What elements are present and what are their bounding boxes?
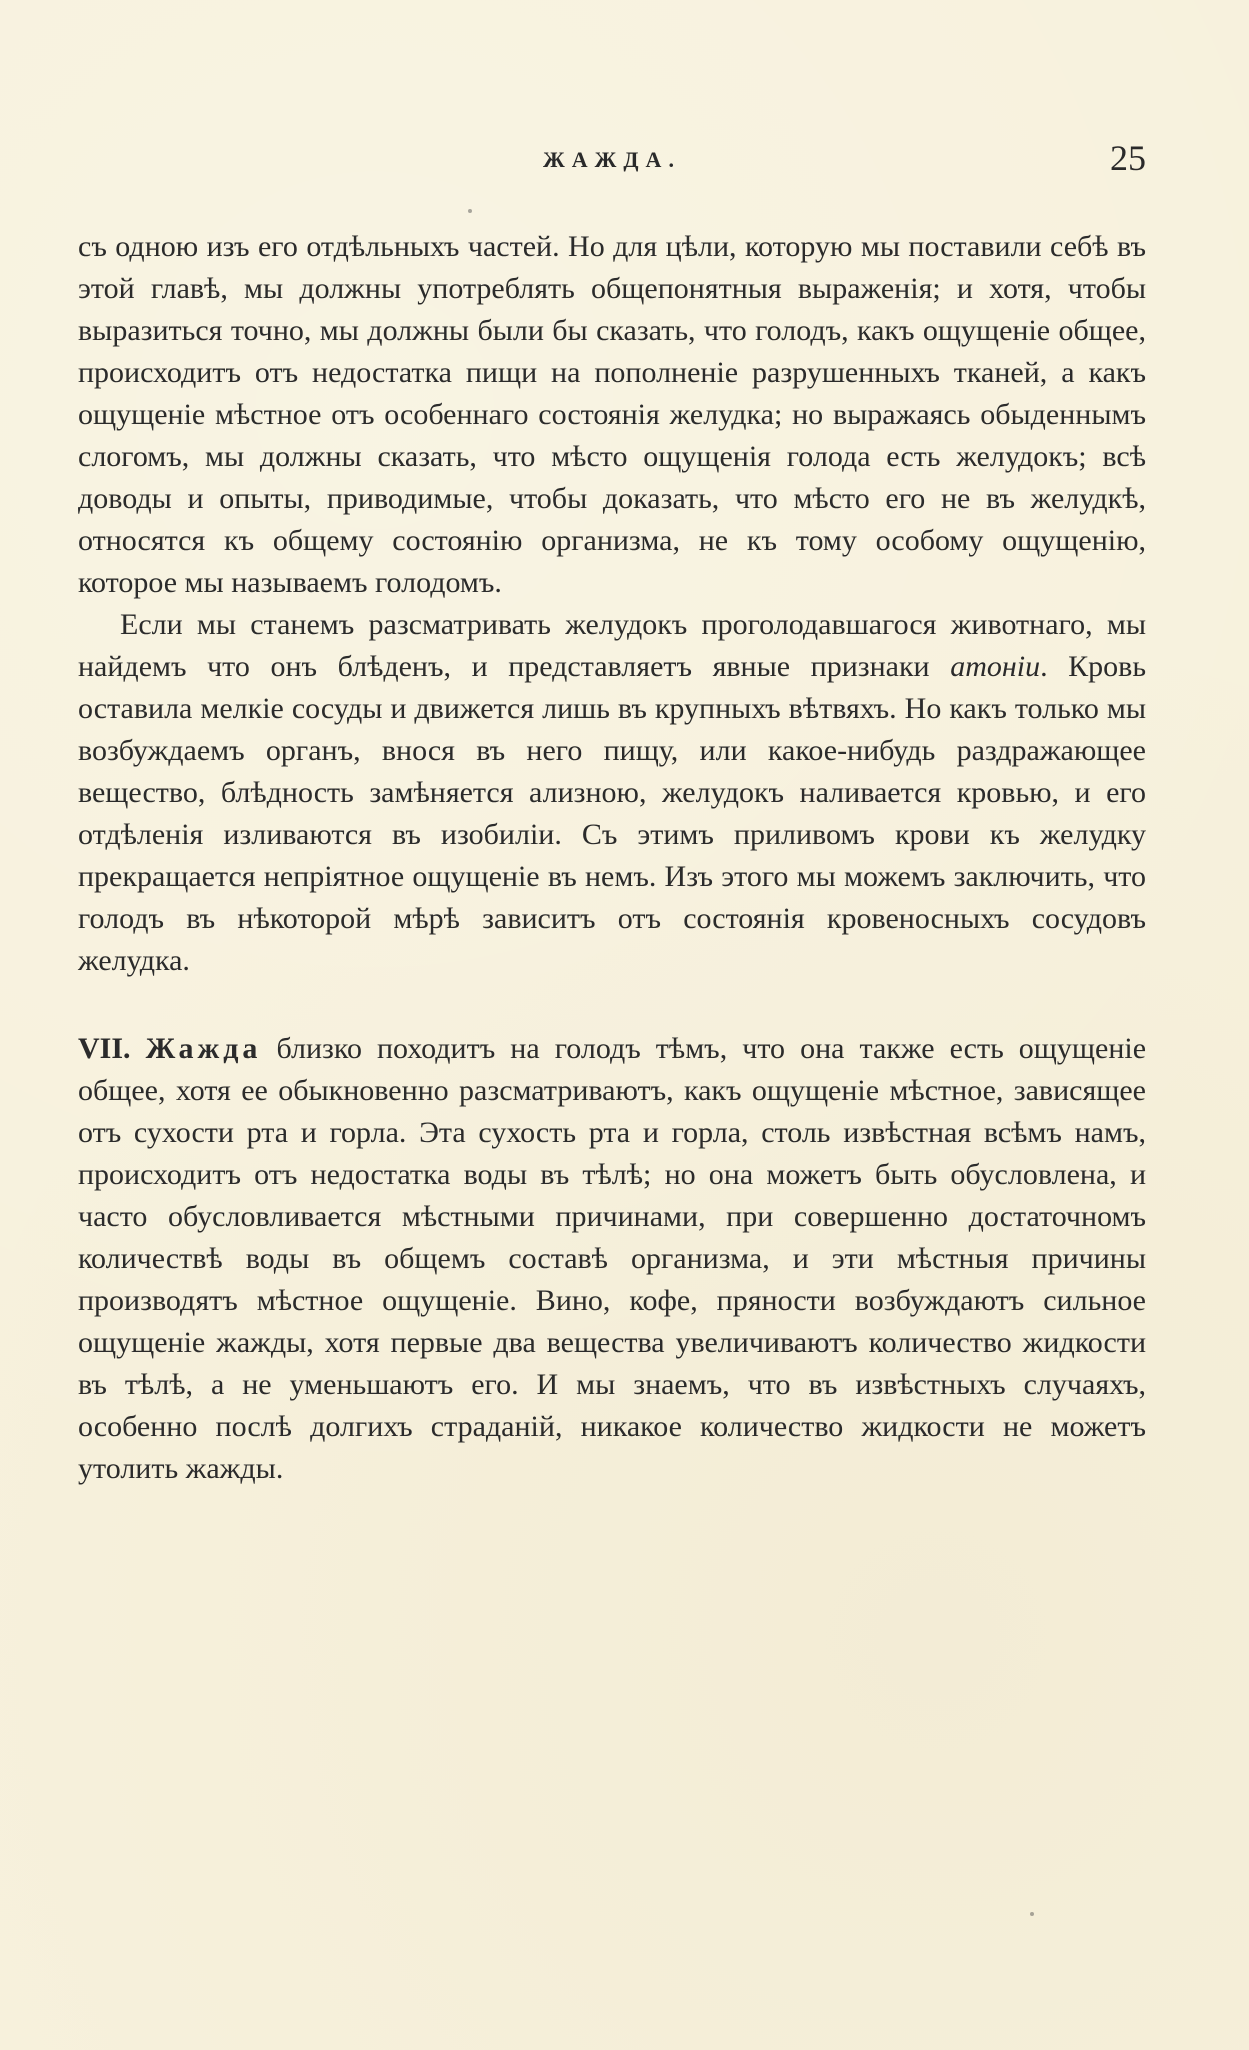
paragraph-stomach-end: . Кровь оставила мелкіе сосуды и движется лишь въ крупныхъ вѣтвяхъ. Но какъ только мы возбуждаемъ органъ, внося въ него пищу, или какое-нибудь раздражающее вещество, блѣдность замѣняется ализною, желудокъ наливается кровью, и его отдѣленія изливаются въ изобиліи. Съ этимъ приливомъ крови къ желудку прекращается непріятное ощущеніе въ немъ. Изъ этого мы можемъ заключить, что голодъ въ нѣкоторой мѣрѣ зависитъ отъ состоянія кровеносныхъ сосудовъ желудка. (78, 650, 1147, 977)
italic-term: атоніи (950, 650, 1041, 683)
page-header (78, 138, 1146, 182)
print-speck (468, 209, 472, 213)
body-text (78, 226, 1146, 1490)
paragraph-continuation: съ одною изъ его отдѣльныхъ частей. Но для цѣли, которую мы поставили себѣ въ этой главѣ, мы должны употреблять общепонятныя выраженія; и хотя, чтобы выразиться точно, мы должны были бы сказать, что голодъ, какъ ощущеніе общее, происходитъ отъ недостатка пищи на пополненіе разрушенныхъ тканей, а какъ ощущеніе мѣстное отъ особеннаго состоянія желудка; но выражаясь обыденнымъ слогомъ, мы должны сказать, что мѣсто ощущенія голода есть желудокъ; всѣ доводы и опыты, приводимые, чтобы доказать, что мѣсто его не въ желудкѣ, относятся къ общему состоянію организма, не къ тому особому ощущенію, которое мы называемъ голодомъ. (78, 230, 1146, 599)
paragraph-stomach-start: Если мы станемъ разсматривать желудокъ проголодавшагося животнаго, мы найдемъ что онъ блѣденъ, и представляетъ явные признаки (78, 608, 1146, 683)
section-heading: Жажда (145, 1032, 262, 1065)
page-number: 25 (1110, 138, 1146, 178)
print-speck (1030, 1912, 1034, 1916)
paragraph-thirst-text: близко походитъ на голодъ тѣмъ, что она также есть ощущеніе общее, хотя ее обыкновенно разсматриваютъ, какъ ощущеніе мѣстное, зависящее отъ сухости рта и горла. Эта сухость рта и горла, столь извѣстная всѣмъ намъ, происходитъ отъ недостатка воды въ тѣлѣ; но она можетъ быть обусловлена, и часто обусловливается мѣстными причинами, при совершенно достаточномъ количествѣ воды въ общемъ составѣ организма, и эти мѣстныя причины производятъ мѣстное ощущеніе. Вино, кофе, пряности возбуждаютъ сильное ощущеніе жажды, хотя первые два вещества увеличиваютъ количество жидкости въ тѣлѣ, а не уменьшаютъ его. И мы знаемъ, что въ извѣстныхъ случаяхъ, особенно послѣ долгихъ страданій, никакое количество жидкости не можетъ утолить жажды. (78, 1032, 1147, 1485)
running-head: ЖАЖДА. (543, 147, 681, 172)
paragraph-stomach (78, 604, 1146, 982)
section-number: VII. (78, 1032, 131, 1065)
paragraph-thirst (78, 1028, 1146, 1490)
